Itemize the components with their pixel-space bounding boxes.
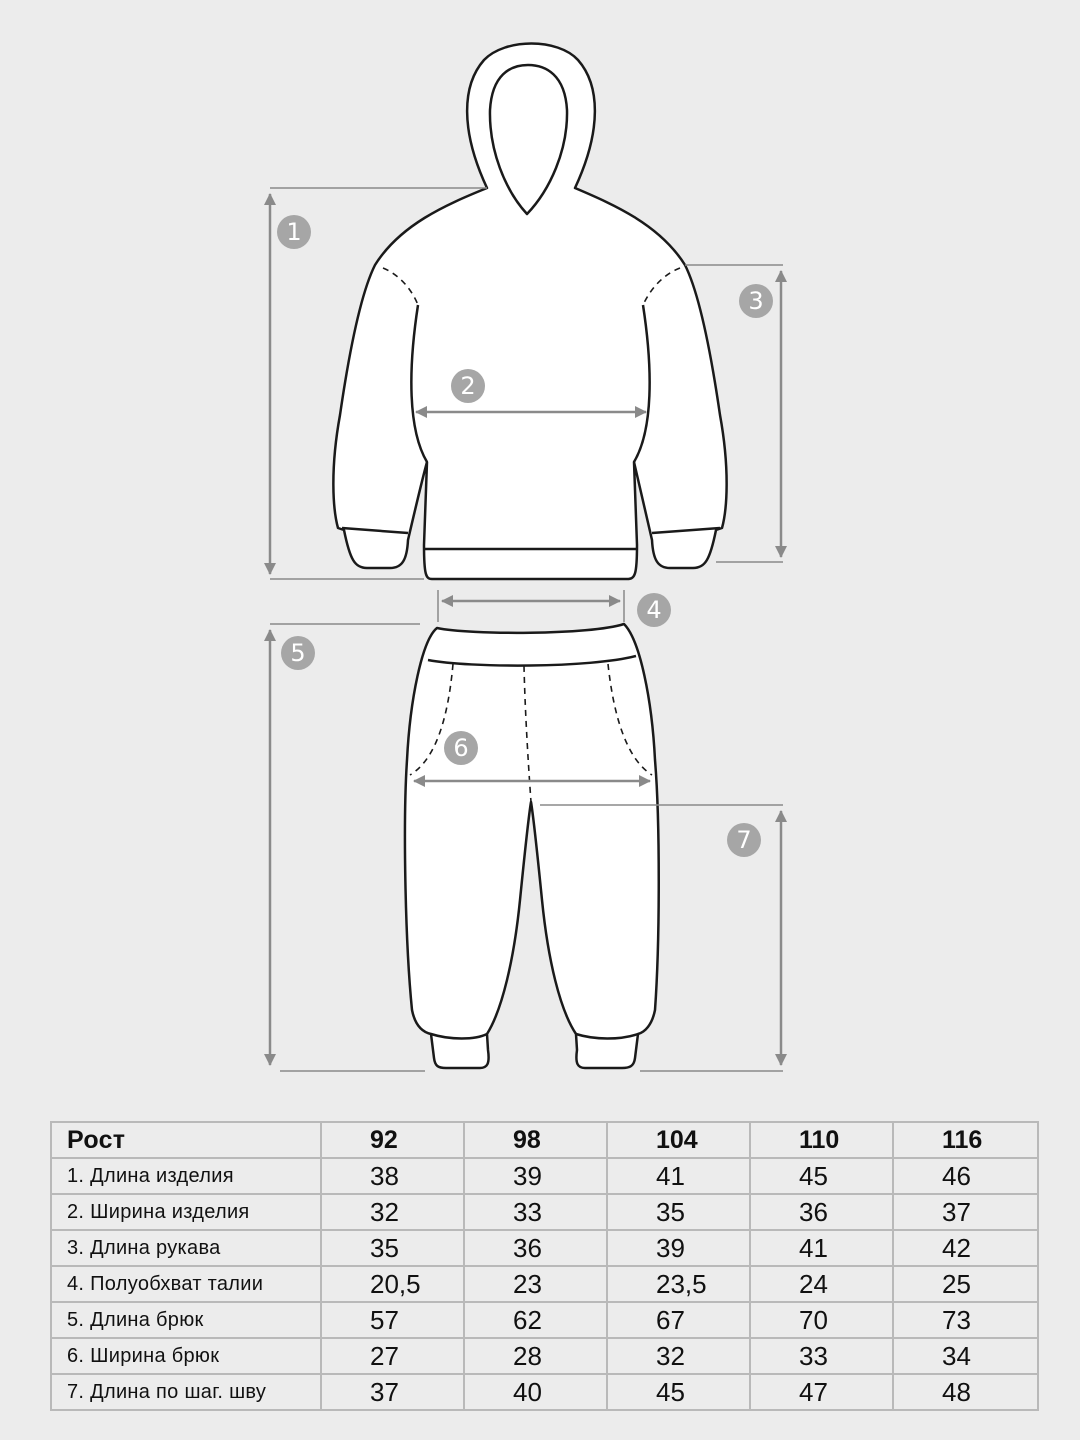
value-cell: 48: [893, 1374, 1038, 1410]
value-cell: 36: [750, 1194, 893, 1230]
value-cell: 38: [321, 1158, 464, 1194]
value-cell: 33: [464, 1194, 607, 1230]
value-cell: 70: [750, 1302, 893, 1338]
table-row: [51, 1194, 1038, 1230]
value-cell: 46: [893, 1158, 1038, 1194]
value-cell: 39: [464, 1158, 607, 1194]
marker-3-label: 3: [748, 287, 764, 315]
marker-1-label: 1: [286, 218, 302, 246]
value-cell: 23,5: [607, 1266, 750, 1302]
hoodie-outline: [333, 44, 726, 580]
value-cell: 36: [464, 1230, 607, 1266]
pants-outline: [405, 624, 659, 1068]
table-row: [51, 1302, 1038, 1338]
table-header-row: [51, 1122, 1038, 1158]
marker-2: [451, 369, 485, 403]
size-table: [50, 1121, 1039, 1411]
value-cell: 37: [893, 1194, 1038, 1230]
value-cell: 41: [750, 1230, 893, 1266]
table-row: [51, 1266, 1038, 1302]
value-cell: 42: [893, 1230, 1038, 1266]
value-cell: 33: [750, 1338, 893, 1374]
value-cell: 45: [750, 1158, 893, 1194]
value-cell: 25: [893, 1266, 1038, 1302]
marker-4: [637, 593, 671, 627]
table-row: [51, 1374, 1038, 1410]
marker-1: [277, 215, 311, 249]
value-cell: 32: [607, 1338, 750, 1374]
row-label-cell: 2. Ширина изделия: [51, 1194, 321, 1230]
size-header-cell: 104: [607, 1122, 750, 1158]
size-header-cell: 110: [750, 1122, 893, 1158]
value-cell: 73: [893, 1302, 1038, 1338]
value-cell: 40: [464, 1374, 607, 1410]
row-label-cell: 4. Полуобхват талии: [51, 1266, 321, 1302]
row-label-cell: 5. Длина брюк: [51, 1302, 321, 1338]
table-row: [51, 1338, 1038, 1374]
marker-6-label: 6: [453, 734, 469, 762]
value-cell: 62: [464, 1302, 607, 1338]
marker-6: [444, 731, 478, 765]
size-header-cell: 116: [893, 1122, 1038, 1158]
table-row: [51, 1230, 1038, 1266]
value-cell: 47: [750, 1374, 893, 1410]
header-label-cell: Рост: [51, 1122, 321, 1158]
value-cell: 41: [607, 1158, 750, 1194]
value-cell: 20,5: [321, 1266, 464, 1302]
marker-4-label: 4: [646, 596, 662, 624]
value-cell: 57: [321, 1302, 464, 1338]
marker-2-label: 2: [460, 372, 476, 400]
marker-3: [739, 284, 773, 318]
value-cell: 27: [321, 1338, 464, 1374]
value-cell: 35: [607, 1194, 750, 1230]
value-cell: 34: [893, 1338, 1038, 1374]
value-cell: 32: [321, 1194, 464, 1230]
value-cell: 37: [321, 1374, 464, 1410]
marker-5: [281, 636, 315, 670]
marker-7: [727, 823, 761, 857]
value-cell: 23: [464, 1266, 607, 1302]
value-cell: 67: [607, 1302, 750, 1338]
size-header-cell: 92: [321, 1122, 464, 1158]
table-row: [51, 1158, 1038, 1194]
marker-5-label: 5: [290, 639, 306, 667]
value-cell: 24: [750, 1266, 893, 1302]
row-label-cell: 3. Длина рукава: [51, 1230, 321, 1266]
size-header-cell: 98: [464, 1122, 607, 1158]
row-label-cell: 6. Ширина брюк: [51, 1338, 321, 1374]
value-cell: 35: [321, 1230, 464, 1266]
row-label-cell: 7. Длина по шаг. шву: [51, 1374, 321, 1410]
value-cell: 45: [607, 1374, 750, 1410]
row-label-cell: 1. Длина изделия: [51, 1158, 321, 1194]
value-cell: 28: [464, 1338, 607, 1374]
marker-7-label: 7: [736, 826, 752, 854]
value-cell: 39: [607, 1230, 750, 1266]
